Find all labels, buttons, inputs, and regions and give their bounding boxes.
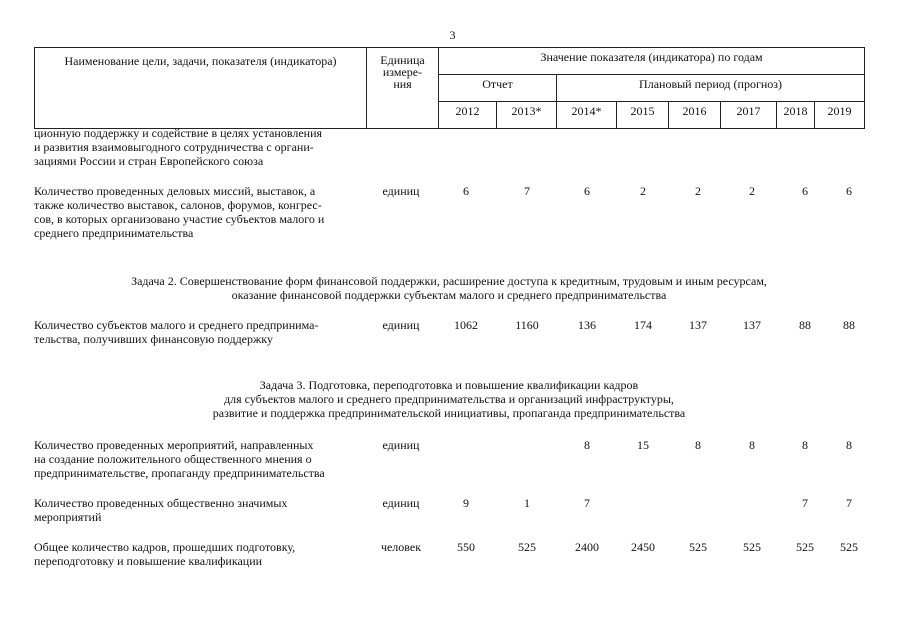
table-header	[34, 47, 865, 129]
value-cell: 8	[695, 438, 701, 452]
value-cell: 1160	[515, 318, 539, 332]
value-cell: 525	[796, 540, 814, 554]
value-cell: 7	[846, 496, 852, 510]
value-cell: 7	[802, 496, 808, 510]
value-cell: 2	[640, 184, 646, 198]
indicator-name	[34, 184, 362, 240]
header-year: 2016	[669, 102, 721, 129]
value-cell: 15	[637, 438, 649, 452]
value-cell: 6	[846, 184, 852, 198]
indicator-name-line: среднего предпринимательства	[34, 226, 194, 240]
indicator-name-line: и развития взаимовыгодного сотрудничества с органи-	[34, 140, 314, 154]
header-year: 2014*	[557, 102, 617, 129]
value-cell: 1	[524, 496, 530, 510]
value-cell: 550	[457, 540, 475, 554]
indicator-name-line: Общее количество кадров, прошедших подготовку,	[34, 540, 296, 554]
value-cell: 137	[743, 318, 761, 332]
unit-cell: единиц	[382, 184, 420, 198]
page-number: 3	[449, 28, 456, 42]
header-unit-column	[367, 48, 439, 129]
indicator-name-line: Количество субъектов малого и среднего предпринима-	[34, 318, 319, 332]
value-cell: 9	[463, 496, 469, 510]
value-cell: 7	[524, 184, 530, 198]
indicator-name	[34, 496, 362, 524]
task-heading	[34, 274, 864, 302]
value-cell: 1062	[454, 318, 478, 332]
value-cell: 525	[743, 540, 761, 554]
header-unit-line: измере-	[382, 65, 423, 79]
value-cell: 6	[802, 184, 808, 198]
header-year: 2019	[815, 102, 865, 129]
unit-cell: человек	[380, 540, 422, 554]
task-heading-line: оказание финансовой поддержки субъектам малого и среднего предпринимательства	[231, 288, 667, 302]
indicator-name-line: ционную поддержку и содействие в целях установления	[34, 126, 323, 140]
value-cell: 174	[634, 318, 652, 332]
indicator-name-line: Количество проведенных мероприятий, направленных	[34, 438, 314, 452]
indicator-name-line: на создание положительного общественного мнения о	[34, 452, 312, 466]
header-unit-line: Единица	[380, 53, 425, 67]
value-cell: 525	[840, 540, 858, 554]
task-heading	[34, 378, 864, 420]
header-values-title: Значение показателя (индикатора) по годам	[439, 48, 865, 75]
indicator-name-line: предпринимательстве, пропаганду предпринимательства	[34, 466, 325, 480]
indicator-name	[34, 318, 362, 346]
value-cell: 8	[749, 438, 755, 452]
value-cell: 88	[799, 318, 811, 332]
header-year: 2017	[721, 102, 777, 129]
value-cell: 525	[689, 540, 707, 554]
task-heading-line: для субъектов малого и среднего предпринимательства и организаций инфраструктуры,	[224, 392, 674, 406]
value-cell: 8	[802, 438, 808, 452]
value-cell: 136	[578, 318, 596, 332]
unit-cell: единиц	[382, 438, 420, 452]
indicator-name	[34, 438, 362, 480]
indicator-name-line: также количество выставок, салонов, форумов, конгрес-	[34, 198, 322, 212]
value-cell: 88	[843, 318, 855, 332]
value-cell: 8	[846, 438, 852, 452]
indicator-name-line: сов, в которых организовано участие субъектов малого и	[34, 212, 325, 226]
indicator-name-line: переподготовку и повышение квалификации	[34, 554, 263, 568]
header-year: 2015	[617, 102, 669, 129]
value-cell: 6	[463, 184, 469, 198]
header-name-column: Наименование цели, задачи, показателя (индикатора)	[35, 48, 367, 129]
header-year: 2012	[439, 102, 497, 129]
indicator-name	[34, 126, 362, 168]
unit-cell: единиц	[382, 496, 420, 510]
value-cell: 525	[518, 540, 536, 554]
header-plan: Плановый период (прогноз)	[557, 75, 865, 102]
indicator-name-line: Количество проведенных деловых миссий, выставок, а	[34, 184, 316, 198]
indicator-name	[34, 540, 362, 568]
unit-cell: единиц	[382, 318, 420, 332]
value-cell: 137	[689, 318, 707, 332]
value-cell: 7	[584, 496, 590, 510]
value-cell: 6	[584, 184, 590, 198]
header-year: 2018	[777, 102, 815, 129]
header-report: Отчет	[439, 75, 557, 102]
value-cell: 2450	[631, 540, 655, 554]
value-cell: 2	[749, 184, 755, 198]
indicator-name-line: мероприятий	[34, 510, 102, 524]
task-heading-line: развитие и поддержка предпринимательской инициативы, пропаганда предпринимательства	[212, 406, 686, 420]
value-cell: 8	[584, 438, 590, 452]
header-unit-line: ния	[393, 77, 412, 91]
header-year: 2013*	[497, 102, 557, 129]
indicator-name-line: Количество проведенных общественно значимых	[34, 496, 288, 510]
indicator-name-line: тельства, получивших финансовую поддержку	[34, 332, 273, 346]
value-cell: 2	[695, 184, 701, 198]
task-heading-line: Задача 2. Совершенствование форм финансовой поддержки, расширение доступа к кредитным, трудовым и иным ресурсам,	[131, 274, 767, 288]
task-heading-line: Задача 3. Подготовка, переподготовка и повышение квалификации кадров	[259, 378, 639, 392]
indicator-name-line: зациями России и стран Европейского союза	[34, 154, 264, 168]
value-cell: 2400	[575, 540, 599, 554]
